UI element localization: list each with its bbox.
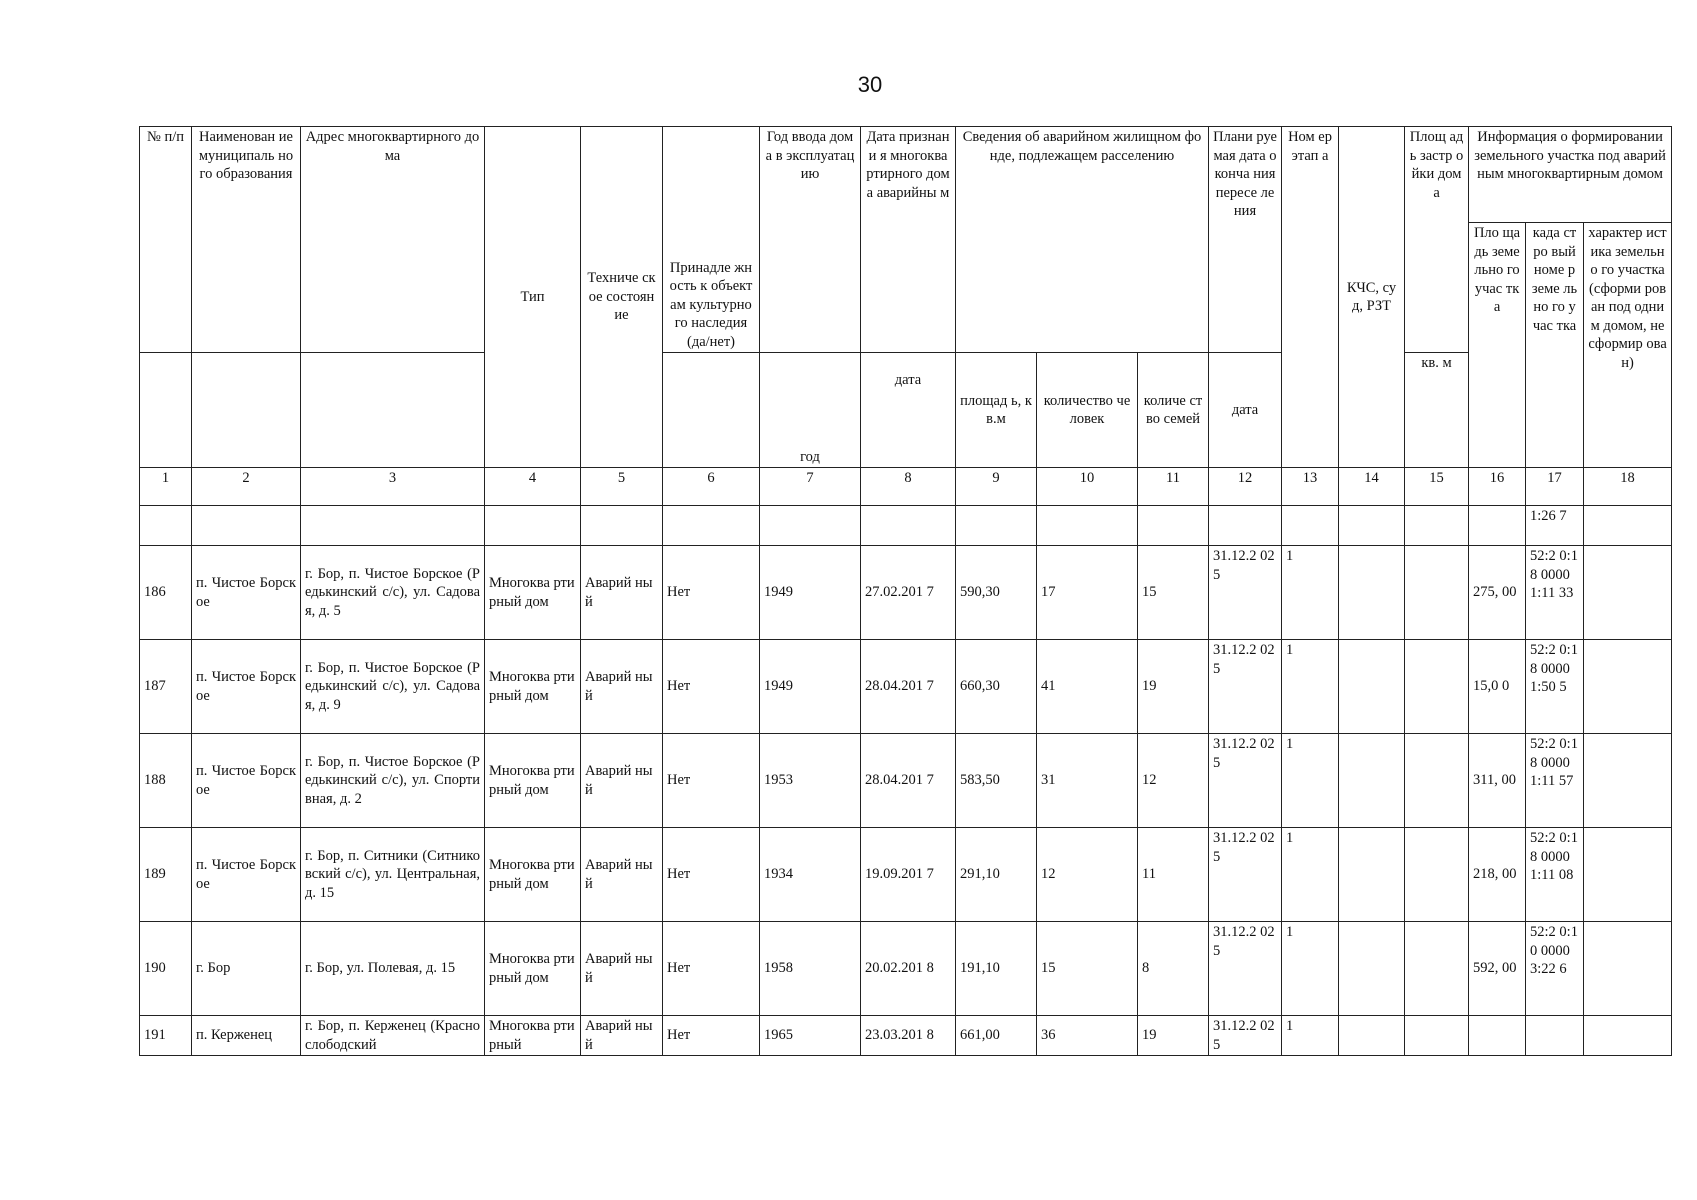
type-cell: Многоква ртирный <box>485 1016 581 1056</box>
year-cell: 1949 <box>760 546 861 640</box>
technical-state-cell: Аварий ный <box>581 828 663 922</box>
header-people: количество человек <box>1037 353 1138 468</box>
table-row <box>140 828 1672 922</box>
recognition-date-cell: 20.02.201 8 <box>861 922 956 1016</box>
column-number: 2 <box>192 468 301 506</box>
address-cell: г. Бор, п. Чистое Борское (Редькинский с/с), ул. Спортивная, д. 2 <box>301 734 485 828</box>
header-municipality: Наименован ие муниципаль ного образования <box>192 127 301 353</box>
header-planned-date-sub: дата <box>1209 353 1282 468</box>
cadastral-number-cell: 52:2 0:18 0000 1:11 08 <box>1526 828 1584 922</box>
land-characteristic-cell <box>1584 734 1672 828</box>
header-cadastral-number: када стро вый номе р земе льно го учас тка <box>1526 223 1584 468</box>
planned-date-cell: 31.12.2 025 <box>1209 922 1282 1016</box>
column-number: 17 <box>1526 468 1584 506</box>
row-number: 186 <box>140 546 192 640</box>
year-cell: 1958 <box>760 922 861 1016</box>
recognition-date-cell: 23.03.201 8 <box>861 1016 956 1056</box>
column-number: 11 <box>1138 468 1209 506</box>
municipality-cell: п. Чистое Борское <box>192 828 301 922</box>
stage-cell: 1 <box>1282 734 1339 828</box>
cadastral-number-cell: 1:26 7 <box>1526 506 1584 546</box>
year-cell: 1965 <box>760 1016 861 1056</box>
column-number: 10 <box>1037 468 1138 506</box>
planned-date-cell: 31.12.2 025 <box>1209 828 1282 922</box>
cadastral-number-cell: 52:2 0:18 0000 1:11 33 <box>1526 546 1584 640</box>
families-cell: 19 <box>1138 1016 1209 1056</box>
header-commission-year: Год ввода дома в эксплуатац ию <box>760 127 861 353</box>
stage-cell: 1 <box>1282 828 1339 922</box>
header-number-cont <box>140 353 192 468</box>
header-number: № п/п <box>140 127 192 353</box>
people-cell: 15 <box>1037 922 1138 1016</box>
header-heritage-cont <box>663 353 760 468</box>
header-land-plot-group: Информация о формировании земельного участка под аварийным многоквартирным домом <box>1469 127 1672 223</box>
stage-cell: 1 <box>1282 922 1339 1016</box>
people-cell: 31 <box>1037 734 1138 828</box>
table-row <box>140 1016 1672 1056</box>
land-area-cell: 15,0 0 <box>1469 640 1526 734</box>
people-cell: 17 <box>1037 546 1138 640</box>
stage-cell: 1 <box>1282 546 1339 640</box>
address-cell: г. Бор, п. Чистое Борское (Редькинский с/с), ул. Садовая, д. 9 <box>301 640 485 734</box>
heritage-cell: Нет <box>663 828 760 922</box>
row-number: 187 <box>140 640 192 734</box>
building-area-cell <box>1405 1016 1469 1056</box>
header-land-area: Пло щадь земе льно го учас тка <box>1469 223 1526 468</box>
building-area-cell <box>1405 828 1469 922</box>
heritage-cell: Нет <box>663 640 760 734</box>
technical-state-cell: Аварий ный <box>581 546 663 640</box>
column-number: 15 <box>1405 468 1469 506</box>
planned-date-cell: 31.12.2 025 <box>1209 546 1282 640</box>
area-cell: 291,10 <box>956 828 1037 922</box>
header-address: Адрес многоквартирного дома <box>301 127 485 353</box>
recognition-date-cell: 28.04.201 7 <box>861 734 956 828</box>
land-area-cell: 275, 00 <box>1469 546 1526 640</box>
technical-state-cell: Аварий ный <box>581 922 663 1016</box>
recognition-date-cell: 27.02.201 7 <box>861 546 956 640</box>
column-number: 7 <box>760 468 861 506</box>
type-cell: Многоква ртирный дом <box>485 640 581 734</box>
building-area-cell <box>1405 546 1469 640</box>
land-area-cell: 311, 00 <box>1469 734 1526 828</box>
kchs-cell <box>1339 828 1405 922</box>
land-area-cell: 218, 00 <box>1469 828 1526 922</box>
planned-date-cell: 31.12.2 025 <box>1209 1016 1282 1056</box>
cadastral-number-cell: 52:2 0:18 0000 1:11 57 <box>1526 734 1584 828</box>
families-cell: 8 <box>1138 922 1209 1016</box>
column-number: 1 <box>140 468 192 506</box>
address-cell: г. Бор, ул. Полевая, д. 15 <box>301 922 485 1016</box>
kchs-cell <box>1339 1016 1405 1056</box>
address-cell: г. Бор, п. Ситники (Ситниковский с/с), ул. Центральная, д. 15 <box>301 828 485 922</box>
type-cell: Многоква ртирный дом <box>485 546 581 640</box>
recognition-date-cell: 19.09.201 7 <box>861 828 956 922</box>
column-number: 14 <box>1339 468 1405 506</box>
building-area-cell <box>1405 922 1469 1016</box>
header-type: Тип <box>485 127 581 468</box>
year-cell: 1949 <box>760 640 861 734</box>
header-families: количе ство семей <box>1138 353 1209 468</box>
municipality-cell: п. Чистое Борское <box>192 734 301 828</box>
table-row <box>140 640 1672 734</box>
municipality-cell: п. Керженец <box>192 1016 301 1056</box>
address-cell: г. Бор, п. Чистое Борское (Редькинский с/с), ул. Садовая, д. 5 <box>301 546 485 640</box>
planned-date-cell: 31.12.2 025 <box>1209 640 1282 734</box>
people-cell: 12 <box>1037 828 1138 922</box>
area-cell: 661,00 <box>956 1016 1037 1056</box>
kchs-cell <box>1339 922 1405 1016</box>
technical-state-cell: Аварий ный <box>581 1016 663 1056</box>
land-characteristic-cell <box>1584 922 1672 1016</box>
column-number: 13 <box>1282 468 1339 506</box>
header-heritage: Принадле жность к объектам культурно го наследия (да/нет) <box>663 127 760 353</box>
land-characteristic-cell <box>1584 640 1672 734</box>
land-characteristic-cell <box>1584 1016 1672 1056</box>
area-cell: 191,10 <box>956 922 1037 1016</box>
area-cell: 590,30 <box>956 546 1037 640</box>
row-number: 188 <box>140 734 192 828</box>
building-area-cell <box>1405 734 1469 828</box>
heritage-cell: Нет <box>663 734 760 828</box>
year-cell: 1953 <box>760 734 861 828</box>
technical-state-cell: Аварий ный <box>581 640 663 734</box>
building-area-cell <box>1405 640 1469 734</box>
families-cell: 19 <box>1138 640 1209 734</box>
header-address-cont <box>301 353 485 468</box>
heritage-cell: Нет <box>663 546 760 640</box>
type-cell: Многоква ртирный дом <box>485 734 581 828</box>
header-building-area-sub: кв. м <box>1405 353 1469 468</box>
header-land-characteristic: характер истика земельно го участка (сформи рован под одним домом, не сформир ован) <box>1584 223 1672 468</box>
municipality-cell: п. Чистое Борское <box>192 546 301 640</box>
kchs-cell <box>1339 640 1405 734</box>
row-number: 190 <box>140 922 192 1016</box>
type-cell: Многоква ртирный дом <box>485 922 581 1016</box>
families-cell: 11 <box>1138 828 1209 922</box>
cadastral-number-cell <box>1526 1016 1584 1056</box>
cadastral-number-cell: 52:2 0:10 0000 3:22 6 <box>1526 922 1584 1016</box>
column-number: 18 <box>1584 468 1672 506</box>
data-rows <box>140 546 1672 1056</box>
column-number: 6 <box>663 468 760 506</box>
header-building-area: Площ адь застр ойки дома <box>1405 127 1469 353</box>
land-area-cell: 592, 00 <box>1469 922 1526 1016</box>
land-characteristic-cell <box>1584 546 1672 640</box>
column-number: 9 <box>956 468 1037 506</box>
table-body <box>140 468 1672 546</box>
area-cell: 660,30 <box>956 640 1037 734</box>
header-emergency-fund-group: Сведения об аварийном жилищном фонде, подлежащем расселению <box>956 127 1209 353</box>
column-number: 16 <box>1469 468 1526 506</box>
table-row <box>140 546 1672 640</box>
area-cell: 583,50 <box>956 734 1037 828</box>
row-number: 191 <box>140 1016 192 1056</box>
table-row <box>140 922 1672 1016</box>
kchs-cell <box>1339 546 1405 640</box>
people-cell: 36 <box>1037 1016 1138 1056</box>
stage-cell: 1 <box>1282 640 1339 734</box>
planned-date-cell: 31.12.2 025 <box>1209 734 1282 828</box>
header-planned-date: Плани руемая дата оконча ния пересе ления <box>1209 127 1282 353</box>
header-year-sub: год <box>760 353 861 468</box>
header-recognition-date: Дата признани я многоква ртирного дома аварийны м <box>861 127 956 353</box>
families-cell: 12 <box>1138 734 1209 828</box>
column-number: 5 <box>581 468 663 506</box>
heritage-cell: Нет <box>663 1016 760 1056</box>
families-cell: 15 <box>1138 546 1209 640</box>
people-cell: 41 <box>1037 640 1138 734</box>
table-row <box>140 734 1672 828</box>
header-municipality-cont <box>192 353 301 468</box>
municipality-cell: п. Чистое Борское <box>192 640 301 734</box>
header-technical-state: Техниче ское состоян ие <box>581 127 663 468</box>
kchs-cell <box>1339 734 1405 828</box>
year-cell: 1934 <box>760 828 861 922</box>
column-number: 12 <box>1209 468 1282 506</box>
table-header <box>140 127 1672 468</box>
header-date-sub: дата <box>861 353 956 468</box>
page-number: 30 <box>857 72 883 97</box>
header-kchs: КЧС, суд, РЗТ <box>1339 127 1405 468</box>
row-number: 189 <box>140 828 192 922</box>
municipality-cell: г. Бор <box>192 922 301 1016</box>
technical-state-cell: Аварий ный <box>581 734 663 828</box>
column-number: 4 <box>485 468 581 506</box>
type-cell: Многоква ртирный дом <box>485 828 581 922</box>
stage-cell: 1 <box>1282 1016 1339 1056</box>
cadastral-number-cell: 52:2 0:18 0000 1:50 5 <box>1526 640 1584 734</box>
recognition-date-cell: 28.04.201 7 <box>861 640 956 734</box>
continuation-row <box>140 506 1672 546</box>
column-number-row <box>140 468 1672 506</box>
heritage-cell: Нет <box>663 922 760 1016</box>
land-characteristic-cell <box>1584 828 1672 922</box>
column-number: 3 <box>301 468 485 506</box>
land-area-cell <box>1469 1016 1526 1056</box>
emergency-housing-table <box>139 126 1672 1056</box>
address-cell: г. Бор, п. Керженец (Краснослободский <box>301 1016 485 1056</box>
header-area: площад ь, кв.м <box>956 353 1037 468</box>
header-stage-number: Ном ер этап а <box>1282 127 1339 468</box>
column-number: 8 <box>861 468 956 506</box>
